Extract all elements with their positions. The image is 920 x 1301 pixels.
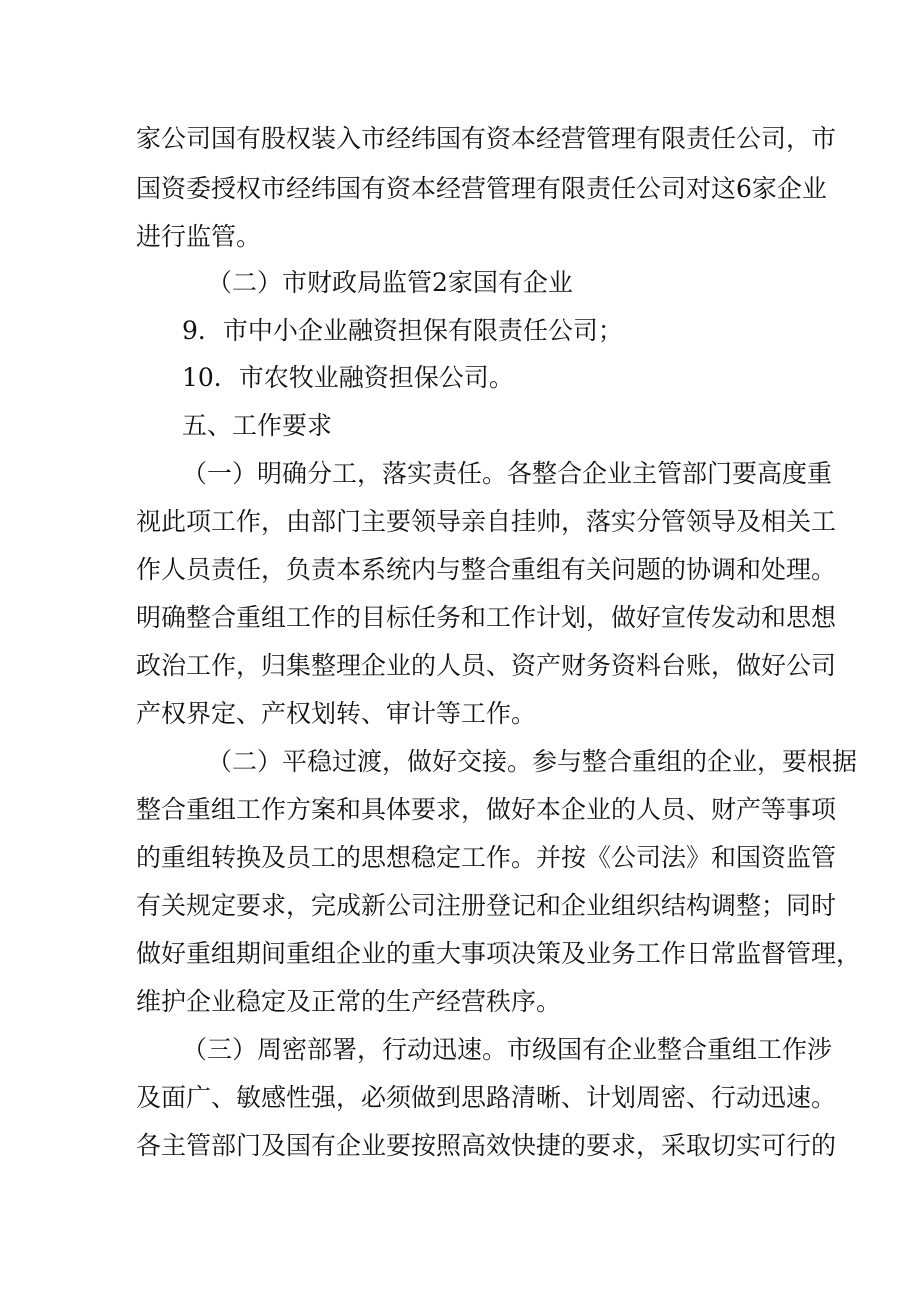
section-heading: 五、工作要求 xyxy=(182,411,333,440)
text-line: （一）明确分工，落实责任。各整合企业主管部门要高度重 xyxy=(182,459,833,488)
text-line: 政治工作，归集整理企业的人员、资产财务资料台账，做好公司 xyxy=(136,651,837,680)
text-line: 各主管部门及国有企业要按照高效快捷的要求，采取切实可行的 xyxy=(136,1131,837,1160)
text-line: 视此项工作，由部门主要领导亲自挂帅，落实分管领导及相关工 xyxy=(136,507,837,536)
text-line: （三）周密部署，行动迅速。市级国有企业整合重组工作涉 xyxy=(182,1035,833,1064)
section-heading: （二）市财政局监管2家国有企业 xyxy=(207,268,573,297)
list-item: 9．市中小企业融资担保有限责任公司； xyxy=(182,316,623,345)
text-line: 作人员责任，负责本系统内与整合重组有关问题的协调和处理。 xyxy=(136,555,837,584)
text-line: 产权界定、产权划转、审计等工作。 xyxy=(136,699,537,728)
text-line: 维护企业稳定及正常的生产经营秩序。 xyxy=(136,987,562,1016)
text-line: 整合重组工作方案和具体要求，做好本企业的人员、财产等事项 xyxy=(136,795,837,824)
text-line: 的重组转换及员工的思想稳定工作。并按《公司法》和国资监管 xyxy=(136,843,837,872)
list-item: 10．市农牧业融资担保公司。 xyxy=(182,363,514,392)
text-line: 及面广、敏感性强，必须做到思路清晰、计划周密、行动迅速。 xyxy=(136,1083,837,1112)
text-line: 明确整合重组工作的目标任务和工作计划，做好宣传发动和思想 xyxy=(136,603,837,632)
text-line: 家公司国有股权装入市经纬国有资本经营管理有限责任公司，市 xyxy=(136,124,837,153)
text-line: 做好重组期间重组企业的重大事项决策及业务工作日常监督管理， xyxy=(136,939,862,968)
text-line: 有关规定要求，完成新公司注册登记和企业组织结构调整；同时 xyxy=(136,891,837,920)
text-line: （二）平稳过渡，做好交接。参与整合重组的企业，要根据 xyxy=(207,747,858,776)
text-line: 进行监管。 xyxy=(136,222,262,251)
text-line: 国资委授权市经纬国有资本经营管理有限责任公司对这6家企业 xyxy=(136,174,827,203)
